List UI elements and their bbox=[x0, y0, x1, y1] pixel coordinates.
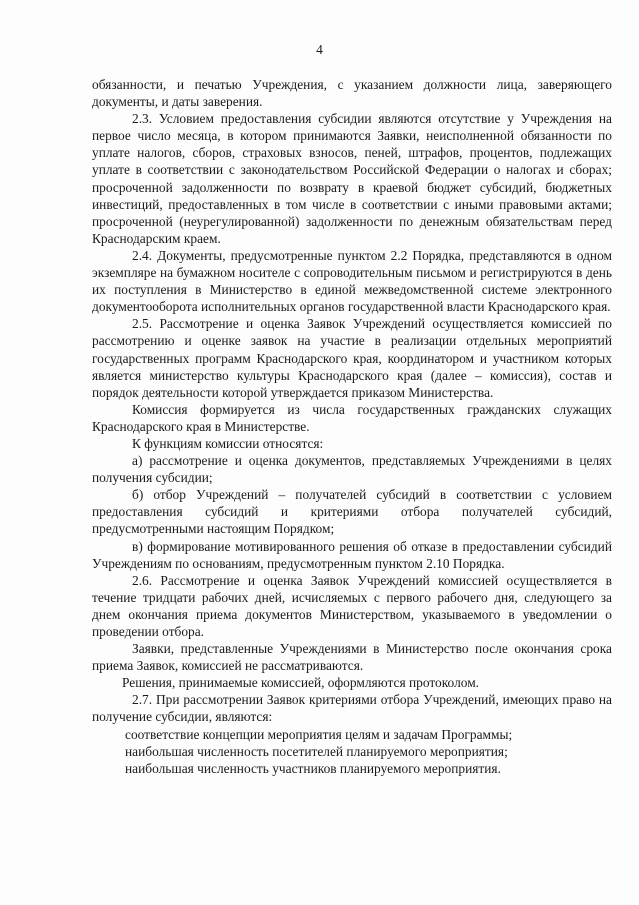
paragraph-function-b: б) отбор Учреждений – получателей субсидий в соответствии с условием предоставления субсидий и критериями отбора получателей субсидий, предусмотренными настоящим Порядком; bbox=[92, 487, 612, 537]
paragraph-2-6: 2.6. Рассмотрение и оценка Заявок Учреждений комиссией осуществляется в течение тридцати рабочих дней, исчисляемых с первого рабочего дня, следующего за днем окончания приема документов Министерством, указываемого в уведомлении о проведении отбора. bbox=[92, 572, 612, 639]
criterion-item: соответствие концепции мероприятия целям и задачам Программы; bbox=[125, 726, 513, 742]
paragraph-2-5: 2.5. Рассмотрение и оценка Заявок Учреждений осуществляется комиссией по рассмотрению и оценке заявок на участие в реализации отдельных мероприятий государственных программ Краснодарского края, координатором и участником которых является министерство культуры Краснодарского края (далее – комиссия), состав и порядок деятельности которой утверждается приказом Министерства. bbox=[92, 316, 612, 400]
paragraph-decisions: Решения, принимаемые комиссией, оформляются протоколом. bbox=[122, 675, 480, 691]
paragraph-function-a: а) рассмотрение и оценка документов, представляемых Учреждениями в целях получения субсидии; bbox=[92, 453, 612, 486]
criterion-item: наибольшая численность посетителей планируемого мероприятия; bbox=[125, 743, 508, 759]
page-number: 4 bbox=[316, 42, 323, 57]
paragraph-2-3: 2.3. Условием предоставления субсидии являются отсутствие у Учреждения на первое число месяца, в котором принимаются Заявки, неисполненной обязанности по уплате налогов, сборов, страховых взносов, пеней, штрафов, процентов, подлежащих уплате в соответствии с законодательством Российской Федерации о налогах и сборах; просроченной задолженности по возврату в краевой бюджет субсидий, бюджетных инвестиций, предоставленных в том числе в соответствии с иными правовыми актами; просроченной (неурегулированной) задолженности по денежным обязательствам перед Краснодарским краем. bbox=[92, 111, 612, 246]
paragraph-functions-intro: К функциям комиссии относятся: bbox=[132, 435, 324, 451]
paragraph-continuation: обязанности, и печатью Учреждения, с указанием должности лица, заверяющего документы, и даты заверения. bbox=[92, 77, 612, 110]
paragraph-function-c: в) формирование мотивированного решения об отказе в предоставлении субсидий Учреждениям по основаниям, предусмотренным пунктом 2.10 Порядка. bbox=[92, 538, 612, 571]
paragraph-late-applications: Заявки, представленные Учреждениями в Министерство после окончания срока приема Заявок, комиссией не рассматриваются. bbox=[92, 641, 612, 674]
paragraph-2-4: 2.4. Документы, предусмотренные пунктом 2.2 Порядка, представляются в одном экземпляре на бумажном носителе с сопроводительным письмом и регистрируются в день их поступления в Министерство в единой межведомственной системе электронного документооборота исполнительных органов государственной власти Краснодарского края. bbox=[92, 247, 612, 315]
paragraph-commission: Комиссия формируется из числа государственных гражданских служащих Краснодарского края в Министерстве. bbox=[92, 401, 612, 434]
document-body bbox=[92, 76, 612, 777]
criterion-item: наибольшая численность участников планируемого мероприятия. bbox=[125, 760, 501, 776]
paragraph-2-7: 2.7. При рассмотрении Заявок критериями отбора Учреждений, имеющих право на получение субсидии, являются: bbox=[92, 692, 612, 725]
